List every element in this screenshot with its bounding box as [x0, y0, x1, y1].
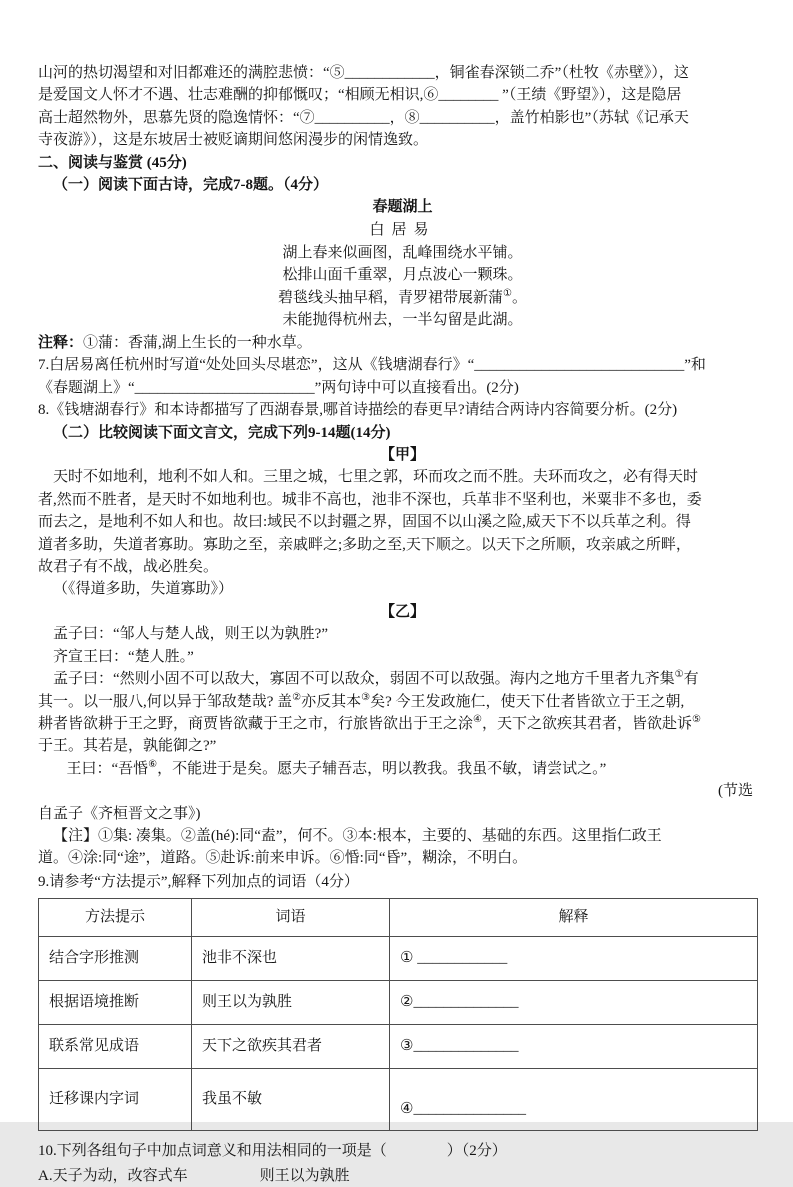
text-line: 山河的热切渴望和对旧都难还的满腔悲愤：“⑤____________，铜雀春深锁二乔”（杜牧《赤壁》），这 [38, 65, 689, 81]
passage-jia [38, 466, 767, 600]
footnotes [38, 825, 767, 870]
text-line: 齐宣王曰：“楚人胜。” [53, 648, 194, 665]
poem-note-label: 注释： [38, 335, 84, 351]
text-line: 天时不如地利，地利不如人和。三里之城，七里之郭，环而攻之而不胜。夫环而攻之，必有得天时 [53, 469, 699, 486]
cell-method: 根据语境推断 [39, 981, 192, 1025]
poem-title: 春题湖上 [372, 199, 433, 216]
subsection-1-title: （一）阅读下面古诗，完成7-8题。（4分） [53, 177, 328, 194]
subsection-2-title: （二）比较阅读下面文言文，完成下列9-14题(14分) [53, 424, 391, 441]
text-line: 耕者皆欲耕于王之野，商贾皆欲藏于王之市，行旅皆欲出于王之涂④，天下之欲疾其君者，皆欲赴诉⑤ [38, 713, 701, 732]
text-line: 是爱国文人怀才不遇、壮志难酬的抑郁慨叹；“相顾无相识,⑥________ ”（王绩《野望》），这是隐居 [38, 87, 682, 104]
poem-verse: 未能抛得杭州去，一半勾留是此湖。 [282, 312, 523, 329]
excerpt-note-start: (节选 [718, 783, 753, 800]
cell-answer-blank: ③______________ [390, 1025, 758, 1069]
text-line: 其一。以一服八,何以异于邹敌楚哉? 盖②亦反其本③矣? 今王发政施仁，使天下仕者皆欲立于王之朝, [38, 691, 685, 710]
poem-note [38, 332, 767, 354]
cell-answer-blank: ②______________ [390, 981, 758, 1025]
question-7 [38, 354, 767, 399]
cell-method: 联系常见成语 [39, 1025, 192, 1069]
text-line: 道者多助，失道者寡助。寡助之至，亲戚畔之;多助之至,天下顺之。以天下之所顺，攻亲戚之所畔， [38, 536, 691, 553]
cell-method: 迁移课内字词 [39, 1069, 192, 1131]
question-9: 9.请参考“方法提示”,解释下列加点的词语（4分） [38, 873, 359, 890]
method-hint-table [38, 898, 758, 1131]
poem-verse: 碧毯线头抽早稻，青罗裙带展新蒲①。 [278, 287, 527, 306]
option-a [38, 1165, 767, 1187]
table-header-row [39, 899, 758, 937]
cell-phrase: 池非不深也 [192, 937, 390, 981]
poem-verse: 湖上春来似画图，乱峰围绕水平铺。 [282, 244, 523, 261]
cell-method: 结合字形推测 [39, 937, 192, 981]
cell-phrase: 则王以为孰胜 [192, 981, 390, 1025]
option-a-right: 则王以为孰胜 [259, 1167, 350, 1184]
table-row [39, 1025, 758, 1069]
poem-note-text: ①蒲：香蒲,湖上生长的一种水草。 [83, 335, 312, 351]
text-line: 高士超然物外，思慕先贤的隐逸情怀：“⑦__________，⑧__________，盖竹柏影也”（苏轼《记承天 [38, 109, 689, 126]
col-header-method: 方法提示 [39, 899, 192, 937]
text-line: 于王。其若是，孰能御之?” [38, 738, 217, 755]
table-row [39, 981, 758, 1025]
text-line: 孟子曰：“然则小固不可以敌大，寡固不可以敌众，弱固不可以敌强。海内之地方千里者九齐集①有 [53, 669, 699, 688]
passage-jia-source: （《得道多助，失道寡助》） [53, 581, 234, 598]
cell-answer-blank: ④_______________ [390, 1069, 758, 1131]
passage-yi-label: 【乙】 [379, 603, 425, 620]
text-line: 者,然而不胜者，是天时不如地利也。城非不高也，池非不深也，兵革非不坚利也，米粟非不多也，委 [38, 491, 702, 508]
text-line: 故君子有不战，战必胜矣。 [38, 559, 219, 576]
text-line: 孟子曰：“邹人与楚人战，则王以为孰胜?” [53, 626, 328, 643]
text-line: 道。④涂:同“途”，道路。⑤赴诉:前来申诉。⑥惛:同“昏”，糊涂，不明白。 [38, 850, 528, 867]
cell-phrase: 天下之欲疾其君者 [192, 1025, 390, 1069]
passage-jia-label: 【甲】 [379, 447, 425, 464]
text-line: 而去之，是地利不如人和也。故曰:域民不以封疆之界，固国不以山溪之险,威天下不以兵革之利。得 [38, 514, 691, 531]
text-line: 7.白居易离任杭州时写道“处处回头尽堪恋”，这从《钱塘湖春行》“____________________________”和 [38, 357, 706, 374]
poem-author: 白居易 [369, 222, 436, 239]
excerpt-note-end: 自孟子《齐桓晋文之事》) [38, 805, 201, 822]
text-line: 【注】①集: 凑集。②盖(hé):同“盍”，何不。③本:根本，主要的、基础的东西。这里指仁政王 [53, 827, 662, 844]
poem-block [38, 196, 767, 332]
cell-phrase: 我虽不敏 [192, 1069, 390, 1131]
col-header-phrase: 词语 [192, 899, 390, 937]
text-line: 王曰：“吾惛⑥，不能进于是矣。愿夫子辅吾志，明以教我。我虽不敏，请尝试之。” [66, 758, 607, 777]
text-line: 寺夜游》），这是东坡居士被贬谪期间悠闲漫步的闲情逸致。 [38, 132, 429, 149]
col-header-explain: 解释 [390, 899, 758, 937]
passage-yi [38, 623, 767, 825]
intro-paragraph [38, 62, 767, 152]
poem-verse: 松排山面千重翠，月点波心一颗珠。 [282, 267, 523, 284]
question-10: 10.下列各组句子中加点词意义和用法相同的一项是（ ）（2分） [38, 1143, 507, 1160]
table-row [39, 937, 758, 981]
question-8: 8.《钱塘湖春行》和本诗都描写了西湖春景,哪首诗描绘的春更早?请结合两诗内容简要分析。(2分) [38, 402, 678, 419]
table-row [39, 1069, 758, 1131]
text-line: 《春题湖上》“________________________”两句诗中可以直接看出。(2分) [38, 379, 519, 396]
section-title: 二、阅读与鉴赏 (45分) [38, 154, 187, 171]
cell-answer-blank: ① ____________ [390, 937, 758, 981]
option-a-left: A.天子为动，改容式车 [38, 1167, 188, 1184]
